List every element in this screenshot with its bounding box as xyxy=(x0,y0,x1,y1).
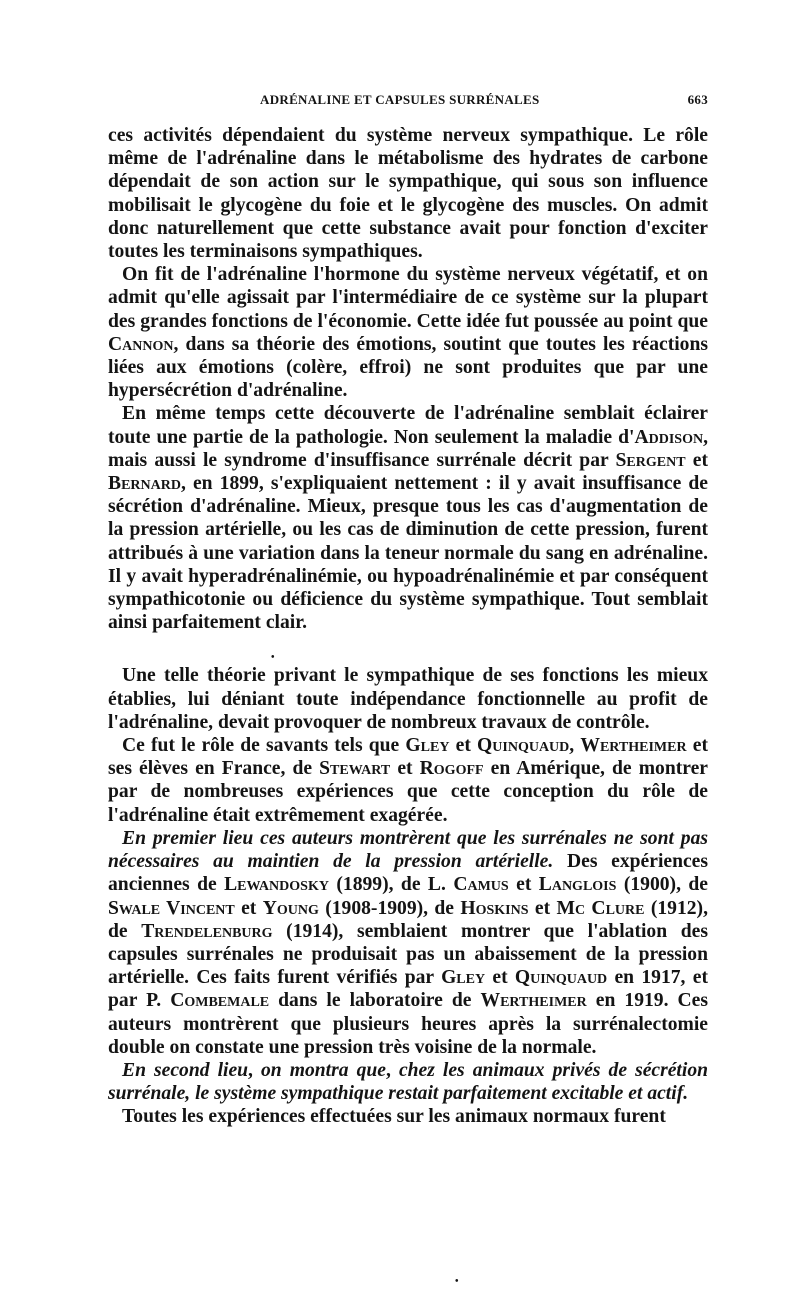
paragraph-6 xyxy=(108,827,708,1059)
author-name: Quinquaud xyxy=(477,735,570,757)
text-run: en Amérique, de montrer par de nombreuses expériences que cette conception du rôle de l'adrénaline était extrêmement exagérée. xyxy=(108,758,708,826)
body-text xyxy=(108,124,708,1129)
author-name: Quinquaud xyxy=(514,967,608,989)
author-name: Addison xyxy=(634,426,704,448)
text-run: et xyxy=(528,897,557,919)
print-dot: • xyxy=(455,1276,459,1287)
author-name: Swale Vincent xyxy=(108,897,235,919)
paragraph-3 xyxy=(108,402,708,634)
text-run: , mais aussi le syndrome d'insuffisance surrénale décrit par xyxy=(108,426,708,471)
italic-run: En second lieu xyxy=(122,1059,249,1081)
paragraph-2 xyxy=(108,263,708,402)
text-run: et xyxy=(234,897,263,919)
text-run: , en 1899, s'expliquaient nettement : il y avait insuffisance de sécrétion d'adrénaline. Mieux, presque tous les cas d'augmentation de la pression artérielle, ou les cas de diminution de cette pression, furent attribués à une variation dans la teneur normale du sang en adrénaline. Il y avait hyperadrénalinémie, ou hypoadrénalinémie et par conséquent sympathicotonie ou déficience du système sympathique. Tout semblait ainsi parfaitement clair. xyxy=(108,473,708,634)
author-name: Wertheimer xyxy=(480,990,587,1012)
text-run: et ses élèves en France, de xyxy=(108,735,708,780)
text-run: et xyxy=(685,449,708,471)
text-run: et xyxy=(449,735,478,757)
text-run: On fit de l'adrénaline l'hormone du système nerveux végétatif, et on admit qu'elle agissait par l'intermédiaire de ce système sur la plupart des grandes fonctions de l'économie. Cette idée fut poussée au point que xyxy=(108,264,708,332)
author-name: Mc Clure xyxy=(556,897,645,919)
author-name: Combemale xyxy=(170,990,270,1012)
author-name: Langlois xyxy=(538,874,617,896)
print-dot: • xyxy=(271,652,275,663)
text-run: (1899), de L. xyxy=(328,874,454,896)
author-name: Lewandosky xyxy=(224,874,329,896)
paragraph-7 xyxy=(108,1059,708,1105)
author-name: Gley xyxy=(405,735,450,757)
paragraph-4: Une telle théorie privant le sympathique de ses fonctions les mieux établies, lui déniant toute indépendance fonctionnelle au profit de l'adrénaline, devait provoquer de nombreux travaux de contrôle. xyxy=(108,665,708,733)
text-run: (1914), semblaient montrer que l'ablation des capsules surrénales ne produisait pas un abaissement de la pression artérielle. Ces faits furent vérifiés par xyxy=(108,920,708,989)
author-name: Young xyxy=(262,897,319,919)
italic-run: chez les animaux privés de sécrétion surrénale, le système sympathique restait parfaitement excitable et actif. xyxy=(108,1059,709,1105)
page-number: 663 xyxy=(687,92,708,107)
text-run: , xyxy=(569,735,581,757)
text-run: dans le laboratoire de xyxy=(269,990,481,1012)
text-run: En même temps cette découverte de l'adrénaline semblait éclairer toute une partie de la pathologie. Non seulement la maladie d' xyxy=(108,403,708,448)
paragraph-1: ces activités dépendaient du système nerveux sympathique. Le rôle même de l'adrénaline dans le métabolisme des hydrates de carbone dépendait de son action sur le sympathique, qui sous son influence mobilisait le glycogène du foie et le glycogène des muscles. On admit donc naturellement que cette substance avait pour fonction d'exciter toutes les terminaisons sympathiques. xyxy=(108,125,708,263)
author-name: Bernard xyxy=(108,473,181,495)
text-run: et xyxy=(485,967,515,989)
section-gap xyxy=(108,634,708,664)
author-name: Hoskins xyxy=(460,897,529,919)
text-run: et xyxy=(390,758,420,780)
author-name: Sergent xyxy=(615,449,686,471)
text-run: et xyxy=(508,874,539,896)
text-run: (1900), de xyxy=(616,874,708,896)
text-run: , dans sa théorie des émotions, soutint que toutes les réactions liées aux émotions (colère, effroi) ne sont produites que par une hypersécrétion d'adrénaline. xyxy=(108,333,708,402)
text-run: en 1919. Ces auteurs montrèrent que plusieurs heures après la surrénalectomie double on constate une pression très voisine de la normale. xyxy=(108,990,708,1058)
running-title: ADRÉNALINE ET CAPSULES SURRÉNALES xyxy=(260,92,540,107)
italic-run: En premier lieu ces auteurs montrèrent que les surrénales ne sont pas nécessaires au maintien de la pression artérielle. xyxy=(108,827,708,873)
paragraph-5 xyxy=(108,734,708,827)
author-name: Stewart xyxy=(319,758,391,780)
author-name: Rogoff xyxy=(419,758,484,780)
text-run: (1912), de xyxy=(108,897,708,942)
running-header xyxy=(108,92,708,114)
text-run: , xyxy=(248,1059,261,1081)
author-name: Wertheimer xyxy=(580,735,687,757)
text-run: (1908-1909), de xyxy=(318,897,461,919)
text-run: en 1917, et par P. xyxy=(108,967,708,1012)
author-name: Camus xyxy=(453,874,509,896)
text-run: Ce fut le rôle de savants tels que xyxy=(122,735,406,757)
text-run: , xyxy=(385,1059,399,1081)
author-name: Gley xyxy=(441,967,486,989)
author-name: Trendelenburg xyxy=(141,920,273,942)
text-run: Des expériences anciennes de xyxy=(108,851,709,896)
author-name: Cannon xyxy=(108,333,174,355)
paragraph-8: Toutes les expériences effectuées sur les animaux normaux furent xyxy=(122,1106,666,1128)
italic-run: on montra que xyxy=(261,1059,386,1081)
